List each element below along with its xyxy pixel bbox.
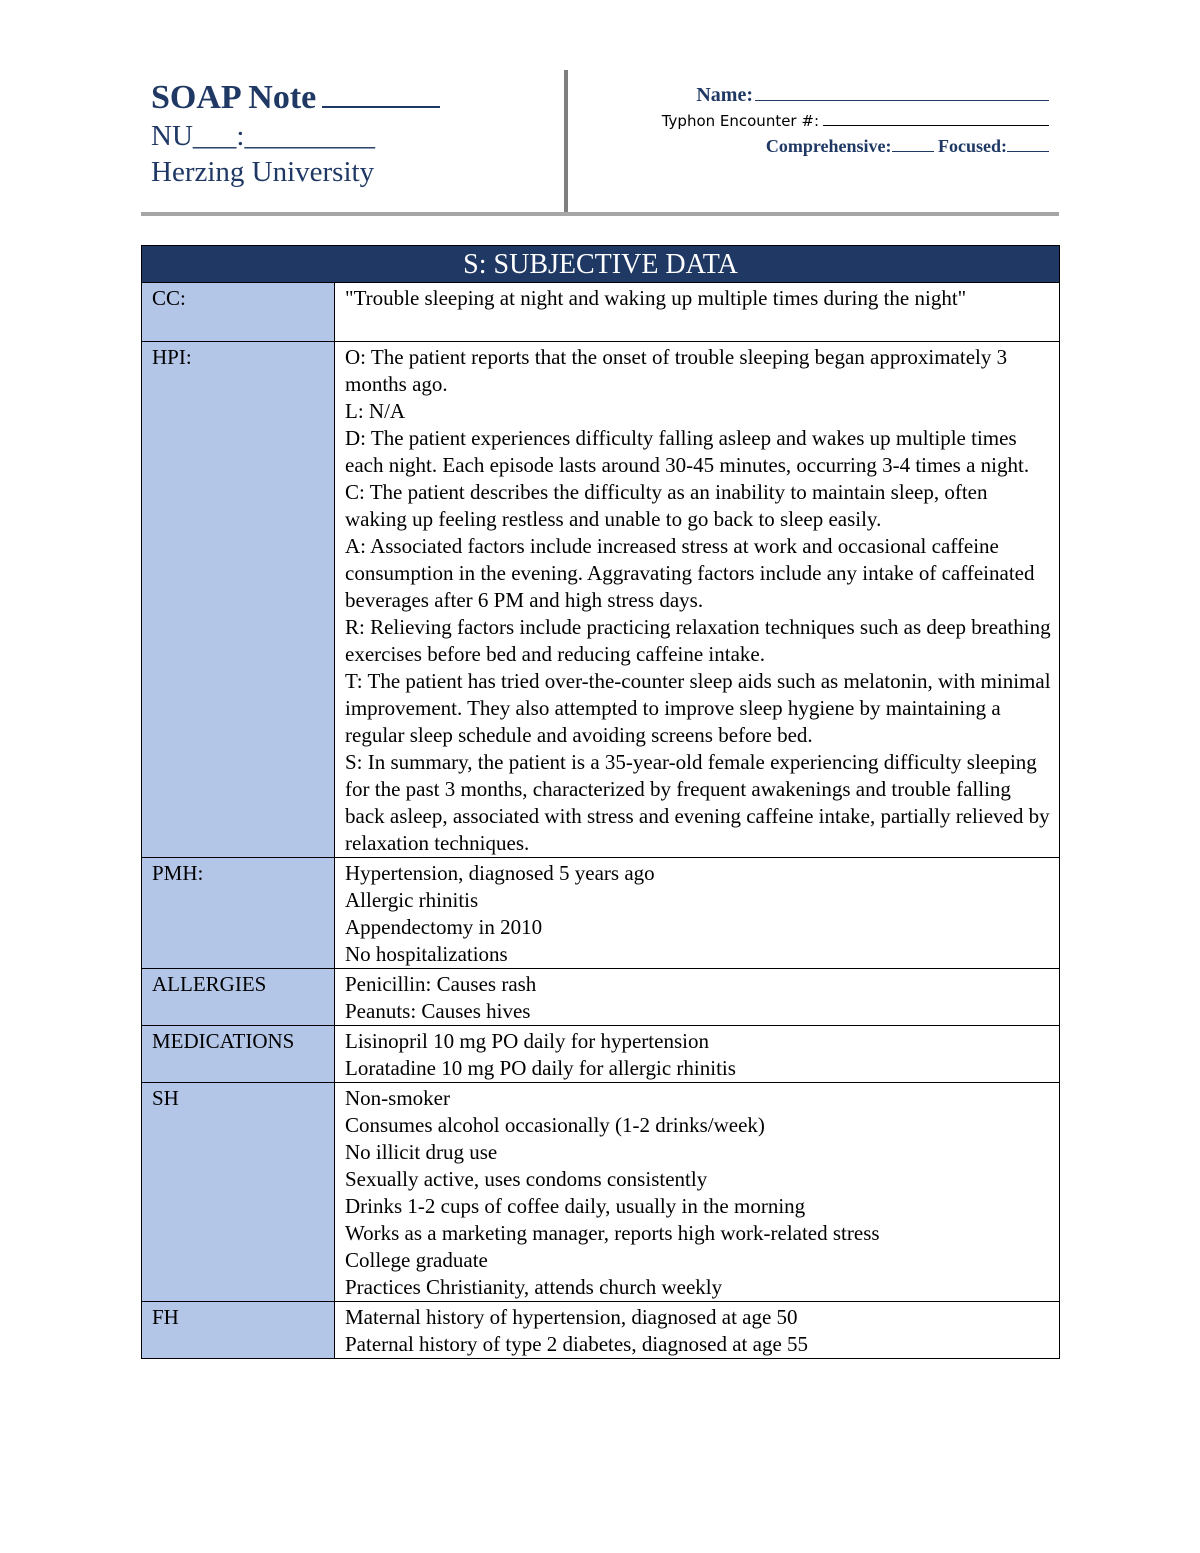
row-value-line: A: Associated factors include increased stress at work and occasional caffeine consumption in the evening. Aggravating factors include any intake of caffeinated beverages after 6 PM and high stress days. <box>345 534 1035 612</box>
subjective-table-body <box>142 246 1060 1359</box>
row-value <box>335 1026 1060 1083</box>
university-name: Herzing University <box>151 156 375 188</box>
title-blank-line <box>322 80 440 108</box>
comprehensive-label: Comprehensive: <box>765 136 892 156</box>
header-right-block <box>579 82 1049 157</box>
row-value-line: Sexually active, uses condoms consistently <box>345 1167 708 1191</box>
row-value-line: Non-smoker <box>345 1086 450 1110</box>
typhon-blank-line <box>823 111 1049 126</box>
row-value-line: L: N/A <box>345 399 406 423</box>
row-value-line: No hospitalizations <box>345 942 508 966</box>
row-value-line: Paternal history of type 2 diabetes, diagnosed at age 55 <box>345 1332 809 1356</box>
header-horizontal-divider <box>141 212 1059 216</box>
row-label: MEDICATIONS <box>142 1026 335 1083</box>
row-value <box>335 283 1060 342</box>
focused-blank-line <box>1007 137 1049 152</box>
name-blank-line <box>755 82 1049 101</box>
comprehensive-blank-line <box>892 137 934 152</box>
subjective-data-table <box>141 245 1060 1359</box>
row-label: ALLERGIES <box>142 969 335 1026</box>
row-value-line: Consumes alcohol occasionally (1-2 drinks/week) <box>345 1113 765 1137</box>
row-value <box>335 858 1060 969</box>
table-row <box>142 858 1060 969</box>
row-value <box>335 342 1060 858</box>
row-value-line: College graduate <box>345 1248 488 1272</box>
header-left-block <box>151 78 551 190</box>
row-value-line: Drinks 1-2 cups of coffee daily, usually in the morning <box>345 1194 806 1218</box>
row-value-line: S: In summary, the patient is a 35-year-old female experiencing difficulty sleeping for the past 3 months, characterized by frequent awakenings and trouble falling back asleep, associated with stress and evening caffeine intake, partially relieved by relaxation techniques. <box>345 750 1050 855</box>
table-row <box>142 283 1060 342</box>
row-value-line: Appendectomy in 2010 <box>345 915 543 939</box>
typhon-label: Typhon Encounter #: <box>661 112 819 130</box>
table-row <box>142 969 1060 1026</box>
focused-label: Focused: <box>938 136 1007 156</box>
document-header <box>141 70 1059 216</box>
row-value-line: Lisinopril 10 mg PO daily for hypertension <box>345 1029 709 1053</box>
section-title: S: SUBJECTIVE DATA <box>142 246 1060 283</box>
row-label: CC: <box>142 283 335 342</box>
row-value-line: Practices Christianity, attends church weekly <box>345 1275 723 1299</box>
encounter-type-field <box>579 136 1049 157</box>
typhon-field <box>579 111 1049 130</box>
row-value <box>335 969 1060 1026</box>
note-title-line <box>151 78 551 118</box>
row-value <box>335 1083 1060 1302</box>
row-value-line: T: The patient has tried over-the-counter sleep aids such as melatonin, with minimal improvement. They also attempted to improve sleep hygiene by maintaining a regular sleep schedule and avoiding screens before bed. <box>345 669 1051 747</box>
course-line: NU___:_________ <box>151 120 375 152</box>
row-value <box>335 1302 1060 1359</box>
header-vertical-divider <box>564 70 568 214</box>
row-value-line: D: The patient experiences difficulty falling asleep and wakes up multiple times each night. Each episode lasts around 30-45 minutes, occurring 3-4 times a night. <box>345 426 1030 477</box>
row-value-line: O: The patient reports that the onset of trouble sleeping began approximately 3 months ago. <box>345 345 1008 396</box>
row-value-line: Allergic rhinitis <box>345 888 479 912</box>
row-label: FH <box>142 1302 335 1359</box>
row-value-line: Peanuts: Causes hives <box>345 999 531 1023</box>
row-value-line: Penicillin: Causes rash <box>345 972 537 996</box>
table-row <box>142 1026 1060 1083</box>
row-label: PMH: <box>142 858 335 969</box>
table-row <box>142 1083 1060 1302</box>
name-label: Name: <box>696 84 753 106</box>
row-value-line: Hypertension, diagnosed 5 years ago <box>345 861 655 885</box>
row-value-line: Works as a marketing manager, reports high work-related stress <box>345 1221 880 1245</box>
section-header-row <box>142 246 1060 283</box>
row-value-line: Loratadine 10 mg PO daily for allergic rhinitis <box>345 1056 736 1080</box>
row-label: HPI: <box>142 342 335 858</box>
row-value-line: No illicit drug use <box>345 1140 498 1164</box>
name-field <box>579 82 1049 107</box>
row-value-line: C: The patient describes the difficulty as an inability to maintain sleep, often waking up feeling restless and unable to go back to sleep easily. <box>345 480 988 531</box>
row-value-line: R: Relieving factors include practicing relaxation techniques such as deep breathing exercises before bed and reducing caffeine intake. <box>345 615 1051 666</box>
note-title: SOAP Note <box>151 79 317 116</box>
table-row <box>142 342 1060 858</box>
row-label: SH <box>142 1083 335 1302</box>
table-row <box>142 1302 1060 1359</box>
row-value-line: "Trouble sleeping at night and waking up multiple times during the night" <box>345 286 967 310</box>
row-value-line: Maternal history of hypertension, diagnosed at age 50 <box>345 1305 798 1329</box>
